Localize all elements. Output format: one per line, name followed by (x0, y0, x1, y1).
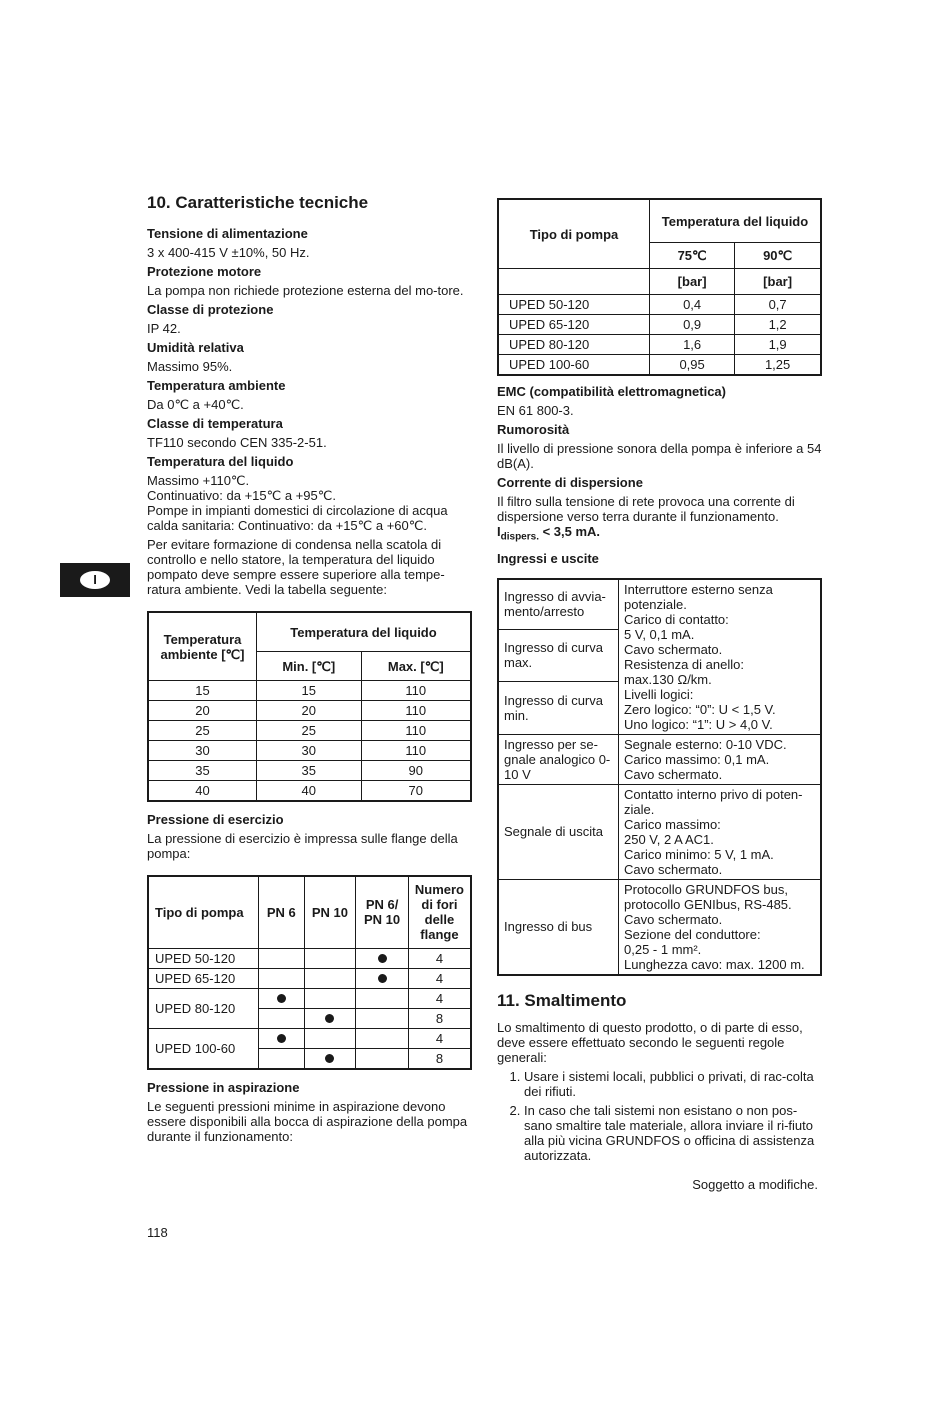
desc-line: Lunghezza cavo: max. 1200 m. (624, 956, 805, 972)
section-10-title: 10. Caratteristiche tecniche (147, 193, 369, 212)
table-cell: UPED 50-120 (498, 295, 650, 315)
table-cell: UPED 100-60 (148, 1028, 258, 1069)
noise-text: Il livello di pressione sonora della pompa è inferiore a 54 dB(A). (497, 441, 822, 471)
list-item: 2. In caso che tali sistemi non esistano o non pos-sano smaltire tale materiale, allora inviare il ri-fiuto alla più vicina GRUNDFOS o officina di assistenza autorizzata. (524, 1103, 822, 1163)
disposal-paragraph: Lo smaltimento di questo prodotto, o di parte di esso, deve essere effettuato secondo le seguenti regole generali: (497, 1019, 803, 1065)
table-cell: 20 (148, 701, 257, 721)
spec-enclosure-class (147, 302, 472, 336)
bullet-dot-icon (325, 1054, 334, 1063)
table-header: Temperatura del liquido (650, 199, 822, 243)
section-11-title: 11. Smaltimento (497, 990, 627, 1010)
table-row (148, 741, 471, 761)
table-header: PN 6/ PN 10 (356, 876, 409, 948)
bullet-dot-icon (325, 1014, 334, 1023)
table-cell: 8 (408, 1048, 471, 1069)
operating-pressure-heading: Pressione di esercizio (147, 812, 284, 827)
table-cell: 35 (257, 761, 362, 781)
table-cell: 0,9 (650, 315, 735, 335)
language-tab-marker (60, 563, 130, 597)
table-row (148, 781, 471, 802)
page-number: 118 (147, 1225, 168, 1240)
table-cell (619, 784, 822, 879)
table-cell: 90 (361, 761, 471, 781)
table-header: Min. [℃] (257, 652, 362, 681)
table-cell: 30 (257, 741, 362, 761)
io-heading: Ingressi e uscite (497, 550, 599, 566)
table-header: [bar] (650, 269, 735, 295)
table-cell: Ingresso di curva max. (498, 629, 619, 682)
right-column (497, 198, 822, 1192)
table-header: 90℃ (735, 243, 821, 269)
table-cell: UPED 50-120 (148, 948, 258, 968)
table-cell: UPED 65-120 (498, 315, 650, 335)
desc-line: Segnale esterno: 0-10 VDC. (624, 736, 787, 752)
spec-label: Umidità relativa (147, 340, 244, 355)
table-cell: Ingresso di avvia-mento/arresto (498, 579, 619, 629)
spec-temp-class (147, 416, 472, 450)
suction-pressure-heading: Pressione in aspirazione (147, 1079, 300, 1095)
desc-line: 0,25 - 1 mm². (624, 941, 702, 957)
desc-line: Resistenza di anello: (624, 656, 744, 672)
table-cell: 4 (408, 988, 471, 1008)
table-cell: 110 (361, 681, 471, 701)
table-header: Temperatura ambiente [℃] (148, 612, 257, 681)
desc-line: Cavo schermato. (624, 861, 723, 877)
liquid-temp-line: Massimo +110℃. (147, 473, 250, 488)
leakage-subscript: dispers. (500, 531, 539, 543)
table-header: Temperatura del liquido (257, 612, 472, 652)
language-tab-label: I (80, 571, 110, 589)
table-row (148, 681, 471, 701)
spec-label: Classe di temperatura (147, 416, 283, 431)
desc-line: Uno logico: “1”: U > 4,0 V. (624, 716, 773, 732)
table-cell: 4 (408, 968, 471, 988)
desc-line: Sezione del conduttore: (624, 926, 761, 942)
table-row (498, 355, 821, 376)
spec-label: Protezione motore (147, 264, 262, 279)
desc-line: Contatto interno privo di poten-ziale. (624, 786, 803, 817)
desc-line: Cavo schermato. (624, 766, 723, 782)
table-row (148, 968, 471, 988)
bullet-dot-icon (378, 954, 387, 963)
table-cell: 8 (408, 1008, 471, 1028)
operating-pressure-text: La pressione di esercizio è impressa sulle flange della pompa: (147, 831, 458, 861)
table-cell: 40 (257, 781, 362, 802)
subject-to-change: Soggetto a modifiche. (692, 1176, 818, 1192)
disposal-list (497, 1069, 822, 1163)
desc-line: Cavo schermato. (624, 641, 723, 657)
leakage-value: < 3,5 mA. (538, 524, 601, 539)
table-header: 75℃ (650, 243, 735, 269)
left-column (147, 192, 472, 1148)
table-cell (619, 879, 822, 975)
table-row (148, 988, 471, 1008)
condensation-paragraph: Per evitare formazione di condensa nella scatola di controllo e nello statore, la temperatura del liquido pompato deve sempre essere superiore alla tempe-ratura ambiente. Vedi la tabella seguente: (147, 537, 445, 597)
table-cell: Ingresso di curva min. (498, 682, 619, 735)
spec-value: TF110 secondo CEN 335-2-51. (147, 435, 327, 450)
table-cell: 0,7 (735, 295, 821, 315)
table-cell: 15 (148, 681, 257, 701)
table-cell: 4 (408, 948, 471, 968)
table-cell: 1,2 (735, 315, 821, 335)
liquid-temp-line: Pompe in impianti domestici di circolazione di acqua calda sanitaria: Continuativo: da +15℃ a +60℃. (147, 503, 448, 533)
io-table (497, 578, 822, 976)
table-cell: UPED 65-120 (148, 968, 258, 988)
desc-line: Carico di contatto: (624, 611, 729, 627)
desc-line: Carico massimo: (624, 816, 721, 832)
spec-value: Massimo 95%. (147, 359, 233, 374)
table-cell: Ingresso per se-gnale analogico 0-10 V (498, 734, 619, 784)
desc-line: Carico massimo: 0,1 mA. (624, 751, 770, 767)
spec-value: IP 42. (147, 321, 181, 336)
table-cell: 25 (257, 721, 362, 741)
spec-value: Da 0℃ a +40℃. (147, 397, 244, 412)
desc-line: Carico minimo: 5 V, 1 mA. (624, 846, 774, 862)
table-header: PN 6 (258, 876, 304, 948)
table-row (148, 701, 471, 721)
table-header: PN 10 (304, 876, 356, 948)
spec-label: Classe di protezione (147, 302, 274, 317)
table-cell: Ingresso di bus (498, 879, 619, 975)
spec-value: La pompa non richiede protezione esterna del mo-tore. (147, 283, 464, 298)
desc-line: Cavo schermato. (624, 911, 723, 927)
leakage-text: Il filtro sulla tensione di rete provoca una corrente di dispersione verso terra durante il funzionamento. (497, 494, 795, 524)
temperature-table (147, 611, 472, 802)
table-cell: UPED 80-120 (498, 335, 650, 355)
table-row (498, 295, 821, 315)
table-cell: 110 (361, 741, 471, 761)
table-cell: 35 (148, 761, 257, 781)
suction-pressure-table (497, 198, 822, 376)
table-cell: UPED 100-60 (498, 355, 650, 376)
spec-value: 3 x 400-415 V ±10%, 50 Hz. (147, 245, 310, 260)
bullet-dot-icon (378, 974, 387, 983)
table-cell: 1,6 (650, 335, 735, 355)
desc-line: max.130 Ω/km. (624, 671, 712, 687)
table-row (148, 761, 471, 781)
bullet-dot-icon (277, 994, 286, 1003)
table-header: [bar] (735, 269, 821, 295)
table-cell: 1,25 (735, 355, 821, 376)
desc-line: Zero logico: “0”: U < 1,5 V. (624, 701, 776, 717)
table-cell: UPED 80-120 (148, 988, 258, 1028)
table-cell (619, 734, 822, 784)
table-cell: Segnale di uscita (498, 784, 619, 879)
spec-ambient-temp (147, 378, 472, 412)
spec-humidity (147, 340, 472, 374)
leakage-heading: Corrente di dispersione (497, 475, 643, 490)
suction-pressure-text: Le seguenti pressioni minime in aspirazione devono essere disponibili alla bocca di aspirazione della pompa durante il funzionamento: (147, 1098, 468, 1144)
table-cell: 25 (148, 721, 257, 741)
table-row (148, 1028, 471, 1048)
table-cell: 40 (148, 781, 257, 802)
leakage-symbol: I (497, 524, 501, 539)
desc-line: 5 V, 0,1 mA. (624, 626, 695, 642)
pn-table (147, 875, 472, 1070)
leakage-value-line (497, 524, 822, 545)
table-cell: 110 (361, 701, 471, 721)
table-row (498, 335, 821, 355)
table-cell: 4 (408, 1028, 471, 1048)
liquid-temp-heading: Temperatura del liquido (147, 454, 294, 469)
spec-motor-protection (147, 264, 472, 298)
emc-text: EN 61 800-3. (497, 403, 574, 418)
desc-line: Protocollo GRUNDFOS bus, protocollo GENIbus, RS-485. (624, 881, 792, 912)
table-cell: 1,9 (735, 335, 821, 355)
desc-line: Interruttore esterno senza potenziale. (624, 581, 773, 612)
bullet-dot-icon (277, 1034, 286, 1043)
spec-label: Temperatura ambiente (147, 378, 286, 393)
noise-heading: Rumorosità (497, 422, 570, 437)
table-cell: 110 (361, 721, 471, 741)
table-cell: 30 (148, 741, 257, 761)
table-row (498, 315, 821, 335)
table-header: Tipo di pompa (498, 199, 650, 269)
table-row (148, 721, 471, 741)
table-header: Tipo di pompa (148, 876, 258, 948)
table-header: Max. [℃] (361, 652, 471, 681)
table-cell: 15 (257, 681, 362, 701)
desc-line: Livelli logici: (624, 686, 694, 702)
table-cell: 0,4 (650, 295, 735, 315)
spec-label: Tensione di alimentazione (147, 226, 308, 241)
table-cell: 70 (361, 781, 471, 802)
desc-line: 250 V, 2 A AC1. (624, 831, 714, 847)
table-row (148, 948, 471, 968)
spec-supply-voltage (147, 226, 472, 260)
table-cell: 20 (257, 701, 362, 721)
table-header: Numero di fori delle flange (408, 876, 471, 948)
emc-heading: EMC (compatibilità elettromagnetica) (497, 384, 726, 399)
table-cell (619, 579, 822, 735)
table-cell: 0,95 (650, 355, 735, 376)
liquid-temp-line: Continuativo: da +15℃ a +95℃. (147, 488, 336, 503)
list-item: 1. Usare i sistemi locali, pubblici o privati, di rac-colta dei rifiuti. (524, 1069, 822, 1099)
